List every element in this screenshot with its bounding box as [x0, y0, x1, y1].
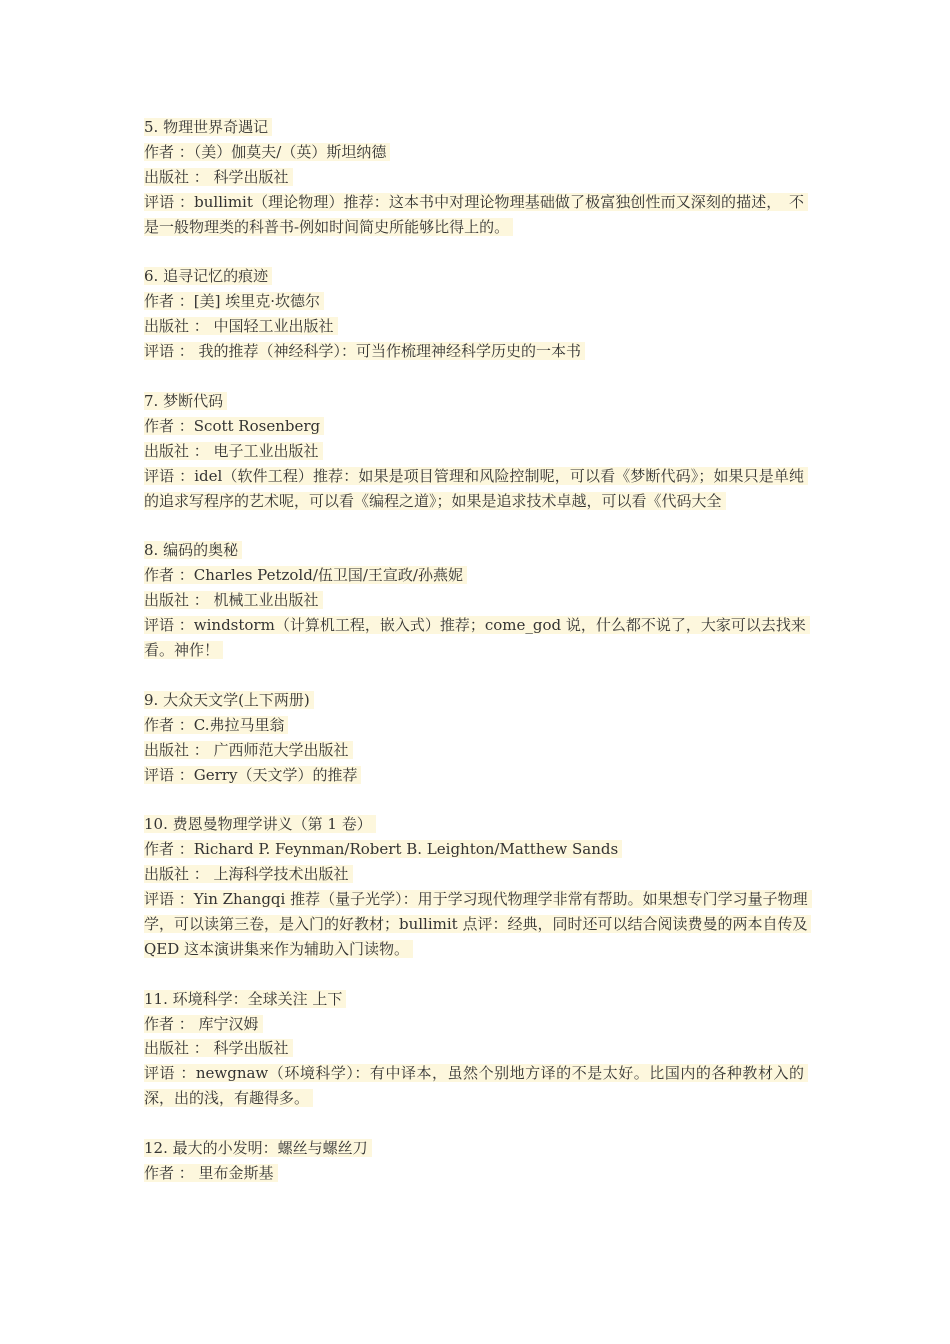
book-author: 作者 ： 里布金斯基 [144, 1161, 808, 1186]
book-author: 作者 ：（美）伽莫夫/（英）斯坦纳德 [144, 140, 808, 165]
book-review: 评语 ： 我的推荐（神经科学）：可当作梳理神经科学历史的一本书 [144, 339, 808, 364]
book-title: 6. 追寻记忆的痕迹 [144, 264, 808, 289]
book-publisher: 出版社 ： 中国轻工业出版社 [144, 314, 808, 339]
book-title: 11. 环境科学：全球关注 上下 [144, 987, 808, 1012]
book-review: 评语 ：windstorm（计算机工程，嵌入式）推荐；come_god 说，什么都不说了，大家可以去找来看。神作！ [144, 613, 808, 663]
book-review: 评语 ：newgnaw（环境科学）：有中译本，虽然个别地方译的不是太好。比国内的各种教材入的深，出的浅，有趣得多。 [144, 1061, 808, 1111]
book-title: 8. 编码的奥秘 [144, 538, 808, 563]
book-author: 作者 ：Charles Petzold/伍卫国/王宣政/孙燕妮 [144, 563, 808, 588]
book-author: 作者 ：Richard P. Feynman/Robert B. Leighton/Matthew Sands [144, 837, 808, 862]
book-publisher: 出版社 ： 机械工业出版社 [144, 588, 808, 613]
book-entry-8 [144, 538, 808, 663]
book-review: 评语 ：Yin Zhangqi 推荐（量子光学）：用于学习现代物理学非常有帮助。如果想专门学习量子物理学，可以读第三卷，是入门的好教材；bullimit 点评：经典，同时还可以结合阅读费曼的两本自传及 QED 这本演讲集来作为辅助入门读物。 [144, 887, 808, 962]
book-title: 9. 大众天文学(上下两册) [144, 688, 808, 713]
book-list [144, 115, 808, 1211]
book-entry-11 [144, 987, 808, 1112]
book-review: 评语 ：Gerry（天文学）的推荐 [144, 763, 808, 788]
book-title: 7. 梦断代码 [144, 389, 808, 414]
book-entry-6 [144, 264, 808, 364]
book-author: 作者 ：[美] 埃里克·坎德尔 [144, 289, 808, 314]
book-author: 作者 ：C.弗拉马里翁 [144, 713, 808, 738]
book-publisher: 出版社 ： 科学出版社 [144, 1036, 808, 1061]
book-publisher: 出版社 ： 广西师范大学出版社 [144, 738, 808, 763]
book-title: 10. 费恩曼物理学讲义（第 1 卷） [144, 812, 808, 837]
book-title: 12. 最大的小发明：螺丝与螺丝刀 [144, 1136, 808, 1161]
book-entry-5 [144, 115, 808, 240]
book-publisher: 出版社 ： 科学出版社 [144, 165, 808, 190]
book-entry-7 [144, 389, 808, 514]
book-entry-9 [144, 688, 808, 788]
book-entry-10 [144, 812, 808, 961]
book-review: 评语 ：idel（软件工程）推荐：如果是项目管理和风险控制呢，可以看《梦断代码》；如果只是单纯的追求写程序的艺术呢，可以看《编程之道》；如果是追求技术卓越，可以看《代码大全 [144, 464, 808, 514]
book-title: 5. 物理世界奇遇记 [144, 115, 808, 140]
book-publisher: 出版社 ： 上海科学技术出版社 [144, 862, 808, 887]
book-entry-12 [144, 1136, 808, 1186]
book-publisher: 出版社 ： 电子工业出版社 [144, 439, 808, 464]
book-author: 作者 ： 库宁汉姆 [144, 1012, 808, 1037]
book-review: 评语 ：bullimit（理论物理）推荐：这本书中对理论物理基础做了极富独创性而又深刻的描述， 不是一般物理类的科普书-例如时间简史所能够比得上的。 [144, 190, 808, 240]
book-author: 作者 ：Scott Rosenberg [144, 414, 808, 439]
